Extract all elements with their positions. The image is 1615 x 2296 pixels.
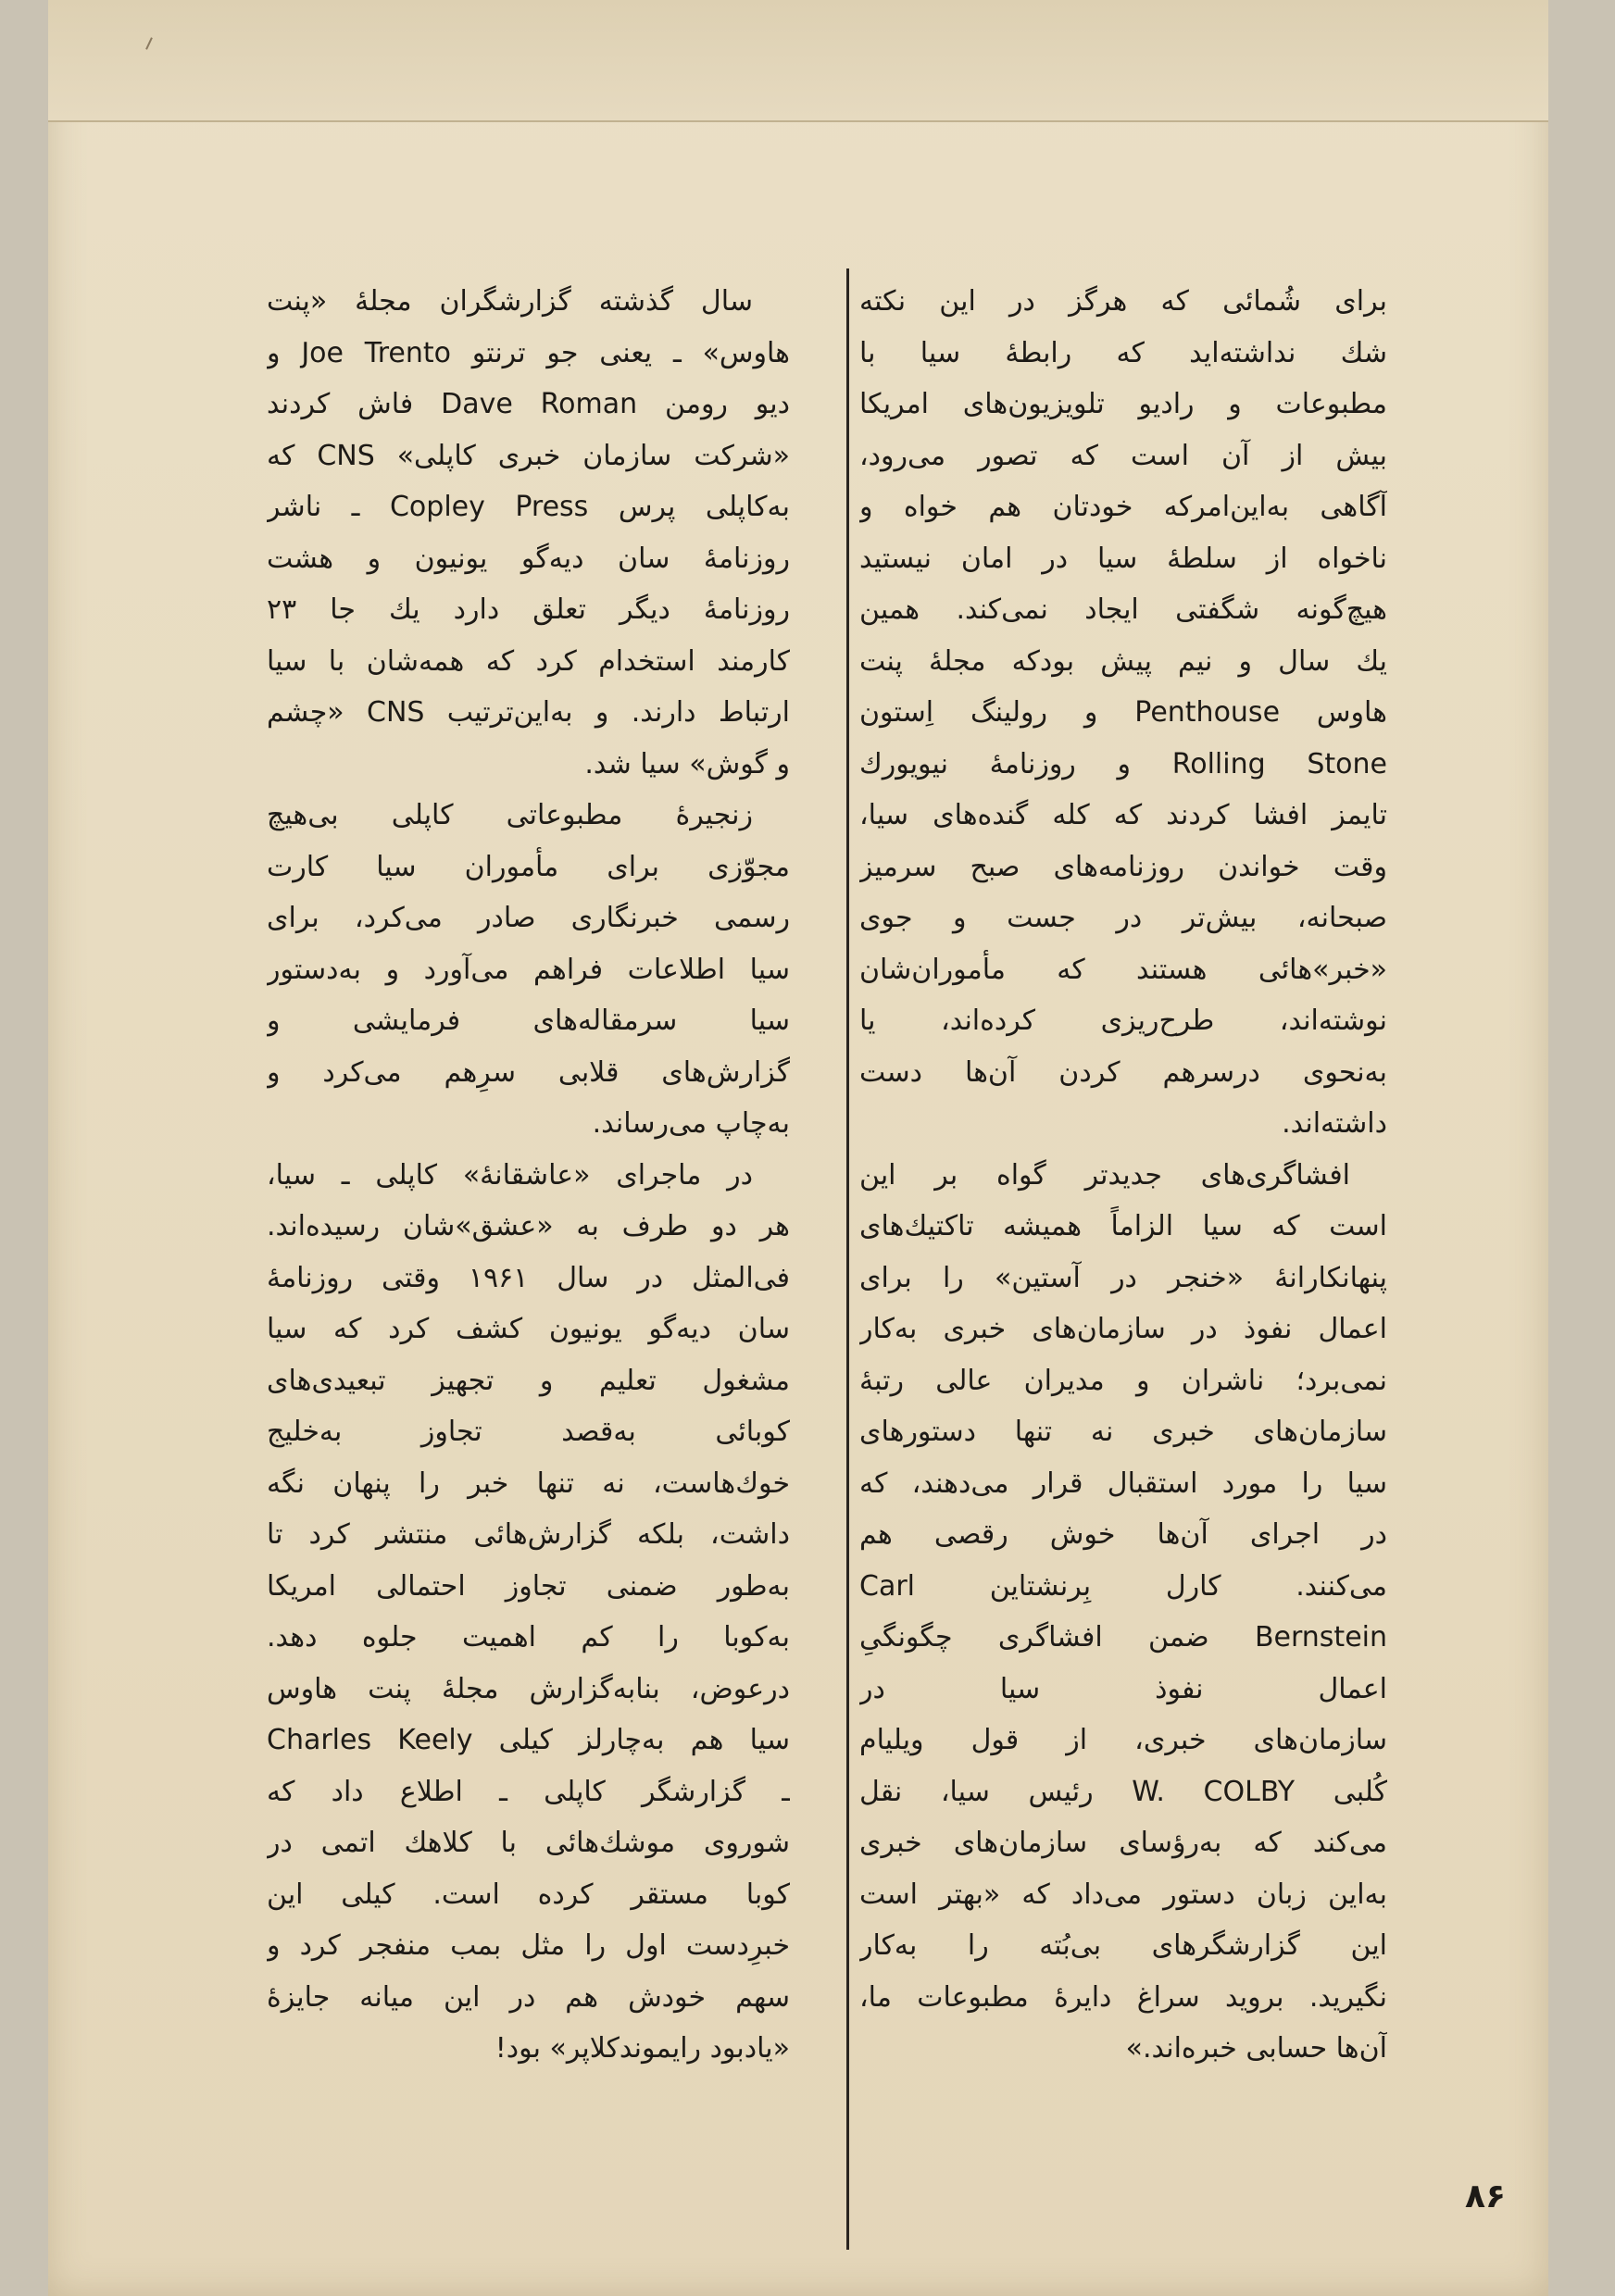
- text-line: روزنامهٔ سان دیه‌گو یونیون و هشت: [267, 542, 790, 575]
- text-line: ارتباط دارند. و به‌این‌ترتیب CNS «چشم: [267, 696, 790, 729]
- text-line: «یادبود رایموندکلاپر» بود!: [495, 2032, 790, 2065]
- text-line: زنجیرهٔ مطبوعاتی کاپلی بی‌هیچ: [267, 799, 753, 831]
- text-line: اعمال نفوذ در سازمان‌های خبری به‌کار: [859, 1313, 1387, 1345]
- text-line: نوشته‌اند، طرح‌ریزی کرده‌اند، یا: [859, 1004, 1387, 1037]
- text-line: نمی‌برد؛ ناشران و مدیران عالی رتبهٔ: [859, 1364, 1387, 1397]
- text-line: Rolling Stone و روزنامهٔ نیویورك: [859, 747, 1387, 780]
- text-line: وقت خواندن روزنامه‌های صبح سرمیز: [859, 850, 1387, 883]
- text-line: هیچ‌گونه شگفتی ایجاد نمی‌کند. همین: [859, 593, 1387, 626]
- right-column: [859, 276, 1387, 2075]
- text-line: ـ گزارشگر کاپلی ـ اطلاع داد که: [267, 1775, 790, 1808]
- text-line: سیا هم به‌چارلز کیلی Charles Keely: [267, 1724, 790, 1756]
- text-line: افشاگری‌های جدیدتر گواه بر این: [859, 1158, 1350, 1192]
- paragraph: [267, 276, 790, 790]
- text-line: گزارش‌های قلابی سرِهم می‌کرد و: [267, 1055, 790, 1089]
- text-line: مشغول تعلیم و تجهیز تبعیدی‌های: [267, 1364, 790, 1397]
- text-line: نگیرید. بروید سراغ دایرهٔ مطبوعات ما،: [859, 1980, 1387, 2014]
- text-line: اعمال نفوذ سیا در: [859, 1672, 1387, 1705]
- text-line: پنهانکارانهٔ «خنجر در آستین» را برای: [859, 1261, 1387, 1294]
- text-line: رسمی خبرنگاری صادر می‌کرد، برای: [267, 902, 790, 934]
- text-line: می‌کند که به‌رؤسای سازمان‌های خبری: [859, 1827, 1387, 1859]
- text-line: سیا اطلاعات فراهم می‌آورد و به‌دستور: [267, 953, 790, 986]
- text-line: سال گذشته گزارشگران مجلهٔ «پنت: [267, 285, 753, 318]
- text-line: خبرِدست اول را مثل بمب منفجر کرد و: [267, 1929, 790, 1962]
- text-line: هر دو طرف به «عشق»شان رسیده‌اند.: [267, 1210, 790, 1242]
- text-line: یك سال و نیم پیش بودکه مجلهٔ پنت: [859, 644, 1387, 678]
- text-line: دیو رومن Dave Roman فاش کردند: [267, 388, 790, 420]
- text-line: است که سیا الزاماً همیشه تاکتیك‌های: [859, 1210, 1387, 1242]
- page-top-edge: [48, 0, 1548, 122]
- text-line: به‌چاپ می‌رساند.: [592, 1107, 790, 1140]
- text-line: سازمان‌های خبری نه تنها دستورهای: [859, 1416, 1387, 1448]
- text-line: فی‌المثل در سال ۱۹۶۱ وقتی روزنامهٔ: [267, 1261, 790, 1294]
- text-line: بیش از آن است که تصور می‌رود،: [859, 439, 1387, 472]
- text-line: به‌این زبان دستور می‌داد که «بهتر است: [859, 1878, 1387, 1911]
- text-line: داشته‌اند.: [1282, 1107, 1387, 1140]
- text-line: به‌کوبا را کم اهمیت جلوه دهد.: [267, 1621, 790, 1653]
- text-line: درعوض، بنابه‌گزارش مجلهٔ پنت هاوس: [267, 1672, 790, 1705]
- text-line: در ماجرای «عاشقانهٔ» کاپلی ـ سیا،: [267, 1158, 753, 1192]
- column-divider: [846, 268, 849, 2250]
- text-line: صبحانه، بیش‌تر در جست و جوی: [859, 902, 1387, 934]
- text-line: به‌کاپلی پرس Copley Press ـ ناشر: [267, 491, 790, 523]
- text-line: شوروی موشك‌هائی با کلاهك اتمی در: [267, 1827, 790, 1859]
- text-line: روزنامهٔ دیگر تعلق دارد یك جا ۲۳: [267, 593, 790, 626]
- text-line: کُلبی W. COLBY رئیس سیا، نقل: [859, 1775, 1387, 1808]
- paragraph: [267, 1150, 790, 2075]
- left-column: [267, 276, 790, 2075]
- text-line: آگاهی به‌این‌امرکه خودتان هم خواه و: [859, 491, 1387, 523]
- text-line: برای شُمائی که هرگز در این نکته: [859, 285, 1387, 318]
- text-line: مجوّزی برای مأموران سیا کارت: [267, 850, 790, 883]
- text-line: کوبائی به‌قصد تجاوز به‌خلیج: [267, 1416, 790, 1448]
- text-line: این گزارشگرهای بی‌بُته را به‌کار: [859, 1929, 1387, 1962]
- text-line: می‌کنند. کارل بِرنشتاین Carl: [859, 1569, 1387, 1603]
- text-line: کوبا مستقر کرده است. کیلی این: [267, 1878, 790, 1911]
- text-line: Bernstein ضمن افشاگری چگونگیِ: [859, 1621, 1387, 1653]
- text-line: مطبوعات و رادیو تلویزیون‌های امریکا: [859, 388, 1387, 420]
- text-line: سیا سرمقاله‌های فرمایشی و: [267, 1004, 790, 1037]
- text-line: داشت، بلکه گزارش‌هائی منتشر کرد تا: [267, 1518, 790, 1551]
- text-line: سیا را مورد استقبال قرار می‌دهند، که: [859, 1466, 1387, 1500]
- text-line: سازمان‌های خبری، از قول ویلیام: [859, 1724, 1387, 1756]
- paragraph: [859, 276, 1387, 1150]
- text-line: به‌نحوی درسرهم کردن آن‌ها دست: [859, 1055, 1387, 1089]
- text-line: سهم خودش هم در این میانه جایزهٔ: [267, 1980, 790, 2014]
- page-number: ۸۶: [1465, 2177, 1506, 2215]
- text-line: و گوش» سیا شد.: [584, 747, 790, 780]
- text-line: در اجرای آن‌ها خوش رقصی هم: [859, 1518, 1387, 1551]
- text-line: هاوس» ـ یعنی جو ترنتو Joe Trento و: [267, 336, 790, 369]
- text-line: تایمز افشا کردند که کله گنده‌های سیا،: [859, 799, 1387, 831]
- text-line: شك نداشته‌اید که رابطهٔ سیا با: [859, 336, 1387, 369]
- text-line: خوك‌هاست، نه تنها خبر را پنهان نگه: [267, 1466, 790, 1500]
- text-line: به‌طور ضمنی تجاوز احتمالی امریکا: [267, 1569, 790, 1603]
- paragraph: [859, 1150, 1387, 2075]
- paragraph: [267, 790, 790, 1150]
- text-line: ناخواه از سلطهٔ سیا در امان نیستید: [859, 542, 1387, 575]
- text-line: هاوس Penthouse و رولینگ اِستون: [859, 696, 1387, 729]
- text-line: کارمند استخدام کرد که همه‌شان با سیا: [267, 644, 790, 678]
- text-line: سان دیه‌گو یونیون کشف کرد که سیا: [267, 1313, 790, 1345]
- text-line: آن‌ها حسابی خبره‌اند.»: [1125, 2032, 1387, 2065]
- text-line: «شرکت سازمان خبری کاپلی» CNS که: [267, 439, 790, 472]
- text-line: «خبر»هائی هستند که مأموران‌شان: [859, 953, 1387, 986]
